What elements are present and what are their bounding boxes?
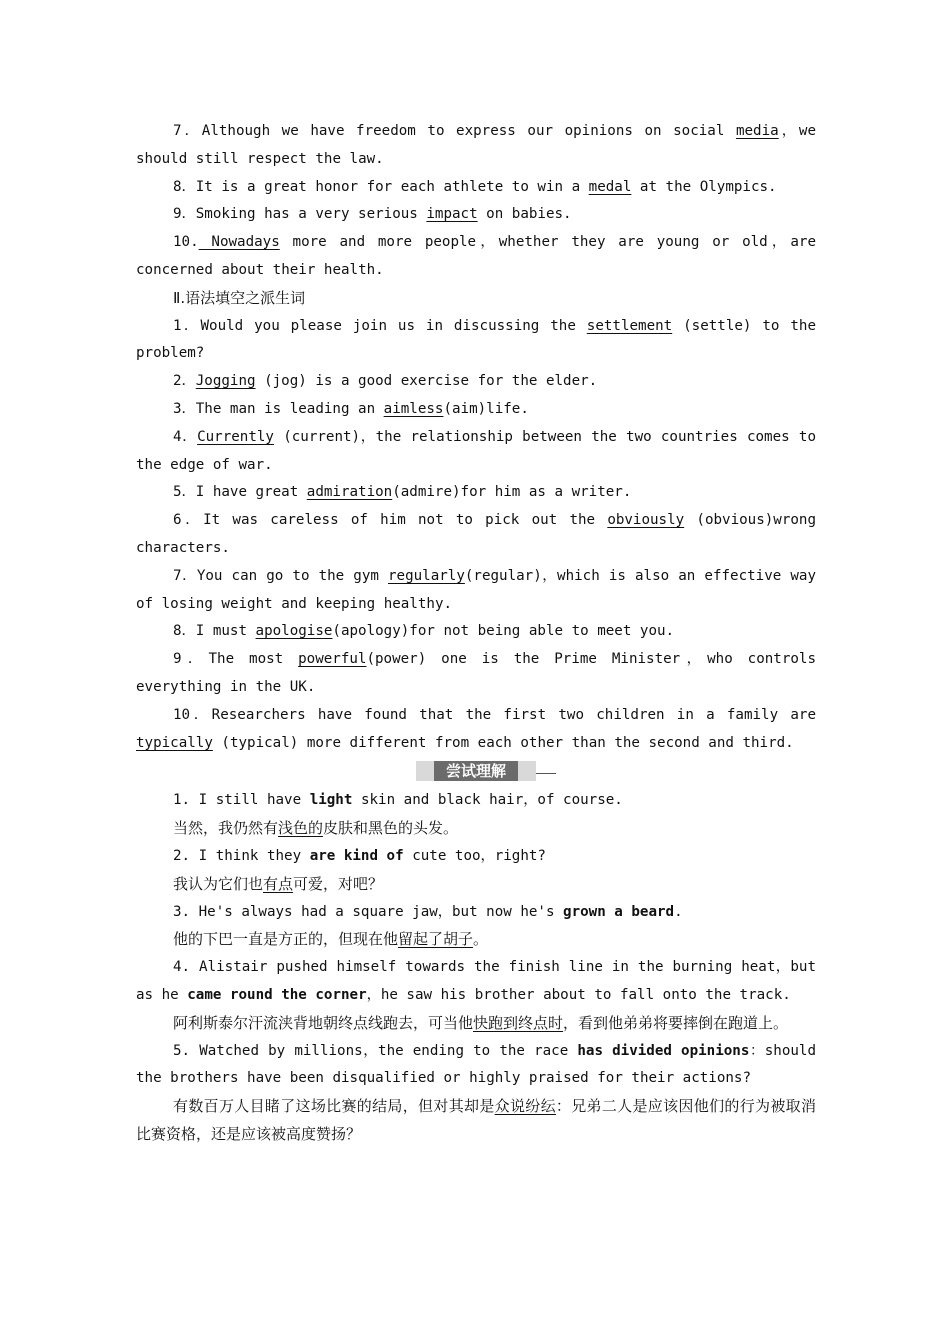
english-sentence: 5. Watched by millions，the ending to the race has divided opinions：should the brothers have been disqualified or highly praised for their actions? <box>136 1042 816 1087</box>
grammar-section <box>136 313 816 758</box>
section-heading <box>136 757 816 787</box>
list-item: 10．Researchers have found that the first two children in a family are typically (typical) more different from each other than the second and third. <box>136 706 816 751</box>
answer-blank: obviously <box>607 512 685 529</box>
key-translation: 留起了胡子 <box>398 930 474 949</box>
english-sentence: 2. I think they are kind of cute too，right? <box>173 847 546 864</box>
english-sentence: 1. I still have light skin and black hair，of course. <box>173 792 623 809</box>
list-item: 9．The most powerful(power) one is the Prime Minister，who controls everything in the UK. <box>136 651 817 695</box>
list-item: 8．It is a great honor for each athlete to win a medal at the Olympics. <box>173 178 777 195</box>
answer-blank: powerful <box>298 651 367 668</box>
list-item: 10. Nowadays more and more people，whether they are young or old，are concerned about their health. <box>136 234 816 278</box>
answer-blank: aimless <box>383 400 444 417</box>
answer-blank: typically <box>136 734 213 751</box>
chinese-translation: 我认为它们也有点可爱，对吧？ <box>173 874 384 893</box>
list-item: 7．Although we have freedom to express our opinions on social media，we should still respect the law. <box>136 123 816 167</box>
answer-blank: medal <box>588 178 632 195</box>
key-phrase: has divided opinions <box>577 1042 750 1059</box>
chinese-translation: 当然，我仍然有浅色的皮肤和黑色的头发。 <box>173 819 459 838</box>
list-item: 1．Would you please join us in discussing the settlement (settle) to the problem? <box>136 317 816 362</box>
list-item: 7．You can go to the gym regularly(regular)，which is also an effective way of losing weight and keeping healthy. <box>136 567 817 612</box>
list-item: 8．I must apologise(apology)for not being able to meet you. <box>173 623 675 640</box>
key-phrase: came round the corner <box>187 986 367 1003</box>
english-sentence: 3. He's always had a square jaw，but now he's grown a beard. <box>173 903 683 920</box>
list-item: 5．I have great admiration(admire)for him as a writer. <box>173 484 632 501</box>
answer-blank: Nowadays <box>198 234 280 251</box>
chinese-translation: 有数百万人目睹了这场比赛的结局，但对其却是众说纷纭：兄弟二人是应该因他们的行为被取消比赛资格，还是应该被高度赞扬？ <box>136 1097 816 1143</box>
list-item: 3．The man is leading an aimless(aim)life. <box>173 400 529 417</box>
answer-blank: regularly <box>388 567 465 584</box>
key-translation: 浅色的 <box>278 819 324 838</box>
key-translation: 众说纷纭 <box>494 1097 556 1116</box>
document-page <box>136 118 816 1149</box>
key-translation: 有点 <box>263 874 294 893</box>
list-item: 9．Smoking has a very serious impact on babies. <box>173 206 572 223</box>
answer-blank: admiration <box>306 484 393 501</box>
chinese-translation: 阿利斯泰尔汗流浃背地朝终点线跑去，可当他快跑到终点时，看到他弟弟将要摔倒在跑道上。 <box>173 1013 789 1032</box>
list-item: 2．Jogging (jog) is a good exercise for the elder. <box>173 373 598 390</box>
key-phrase: are kind of <box>309 847 404 864</box>
english-sentence: 4. Alistair pushed himself towards the finish line in the burning heat，but as he came round the corner，he saw his brother about to fall onto the track. <box>136 959 816 1003</box>
answer-blank: Currently <box>197 428 274 445</box>
answer-blank: Jogging <box>195 373 256 390</box>
section-title: Ⅱ.语法填空之派生词 <box>173 288 306 307</box>
answer-blank: impact <box>426 206 478 223</box>
answer-blank: apologise <box>255 623 333 640</box>
chinese-translation: 他的下巴一直是方正的，但现在他留起了胡子。 <box>173 930 489 949</box>
answer-blank: media <box>735 123 779 139</box>
section-title-badge: 尝试理解 <box>416 761 536 781</box>
vocab-section <box>136 118 816 285</box>
key-phrase: light <box>309 792 353 809</box>
list-item: 4．Currently (current)，the relationship between the two countries comes to the edge of war. <box>136 428 816 473</box>
answer-blank: settlement <box>586 317 673 334</box>
understanding-section <box>136 787 816 1148</box>
list-item: 6．It was careless of him not to pick out the obviously (obvious)wrong characters. <box>136 512 817 556</box>
key-translation: 快跑到终点时 <box>473 1013 564 1032</box>
key-phrase: grown a beard <box>563 903 675 920</box>
